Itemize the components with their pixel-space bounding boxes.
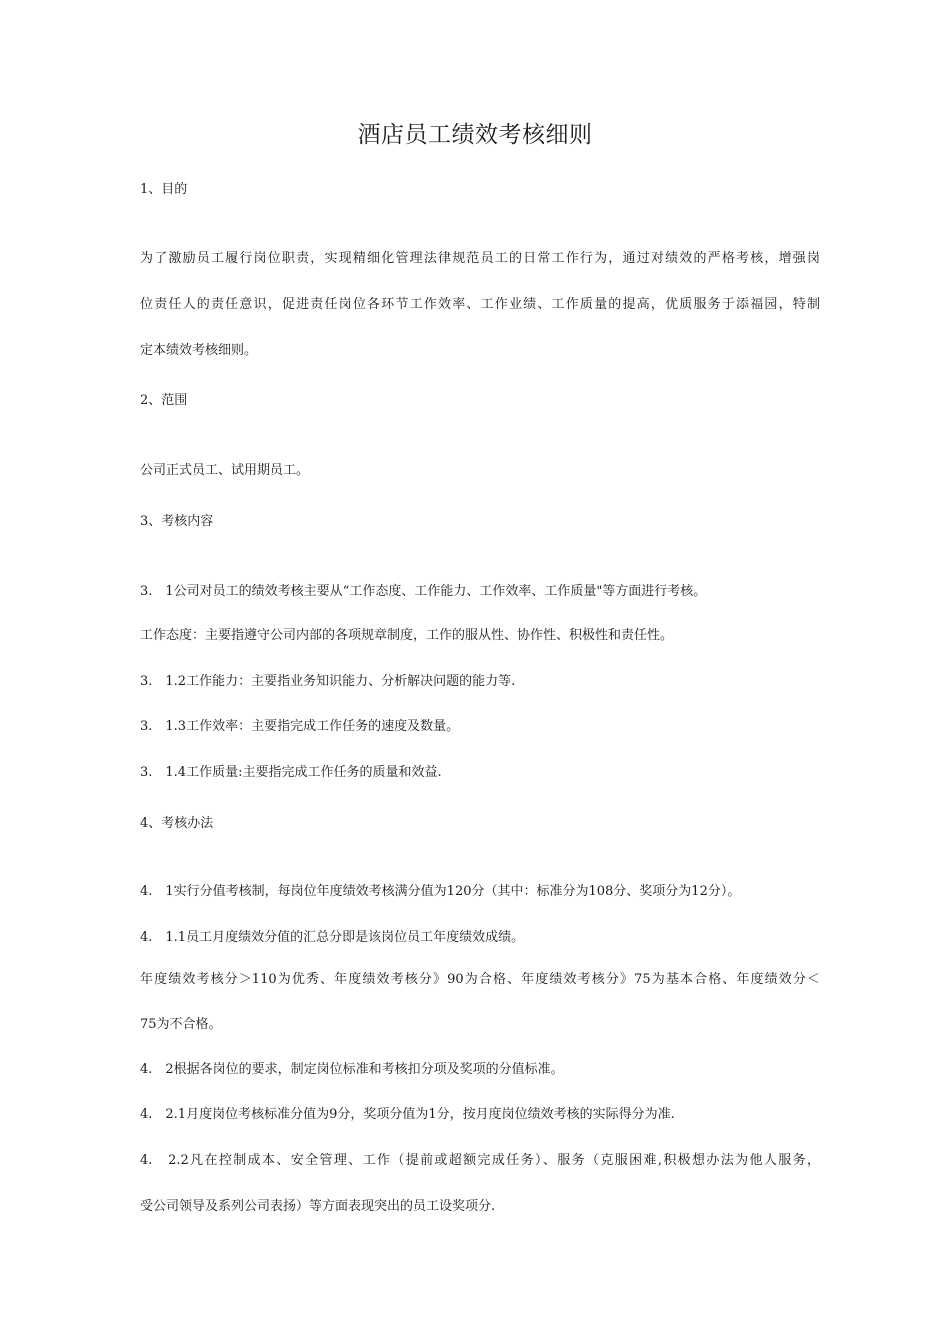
clause-line: 4. 2.2凡在控制成本、安全管理、工作（提前或超额完成任务）、服务（克服困难,积极想办法为他人服务， <box>140 1153 820 1168</box>
section-heading-purpose: 1、目的 <box>140 182 188 197</box>
document-title: 酒店员工绩效考核细则 <box>357 122 593 148</box>
clause-line: 3. 1公司对员工的绩效考核主要从“工作态度、工作能力、工作效率、工作质量"等方面进行考核。 <box>140 584 707 599</box>
clause-line: 4. 2.1月度岗位考核标准分值为9分，奖项分值为1分，按月度岗位绩效考核的实际得分为准. <box>140 1107 675 1122</box>
paragraph-line: 定本绩效考核细则。 <box>140 343 258 358</box>
section-heading-scope: 2、范围 <box>140 393 188 408</box>
paragraph-line: 为了激励员工履行岗位职责，实现精细化管理法律规范员工的日常工作行为，通过对绩效的严格考核，增强岗 <box>140 251 820 266</box>
clause-line: 3. 1.3工作效率：主要指完成工作任务的速度及数量。 <box>140 719 460 734</box>
clause-line: 4. 1实行分值考核制，每岗位年度绩效考核满分值为120分（其中：标准分为108分、奖项分为12分）。 <box>140 884 741 899</box>
clause-line: 75为不合格。 <box>140 1017 222 1032</box>
clause-line: 3. 1.4工作质量:主要指完成工作任务的质量和效益. <box>140 765 442 780</box>
clause-line: 4. 1.1员工月度绩效分值的汇总分即是该岗位员工年度绩效成绩。 <box>140 930 525 945</box>
clause-line: 工作态度：主要指遵守公司内部的各项规章制度，工作的服从性、协作性、积极性和责任性。 <box>140 628 674 643</box>
clause-line: 3. 1.2工作能力：主要指业务知识能力、分析解决问题的能力等. <box>140 674 516 689</box>
paragraph-line: 位责任人的责任意识，促进责任岗位各环节工作效率、工作业绩、工作质量的提高，优质服务于添福园，特制 <box>140 297 820 312</box>
clause-line: 4. 2根据各岗位的要求，制定岗位标准和考核扣分项及奖项的分值标准。 <box>140 1062 564 1077</box>
clause-line: 年度绩效考核分＞110为优秀、年度绩效考核分》90为合格、年度绩效考核分》75为基本合格、年度绩效分＜ <box>140 972 820 987</box>
clause-line: 受公司领导及系列公司表扬）等方面表现突出的员工设奖项分. <box>140 1199 496 1214</box>
paragraph-line: 公司正式员工、试用期员工。 <box>140 463 310 478</box>
section-heading-method: 4、考核办法 <box>140 816 214 831</box>
section-heading-content: 3、考核内容 <box>140 514 214 529</box>
